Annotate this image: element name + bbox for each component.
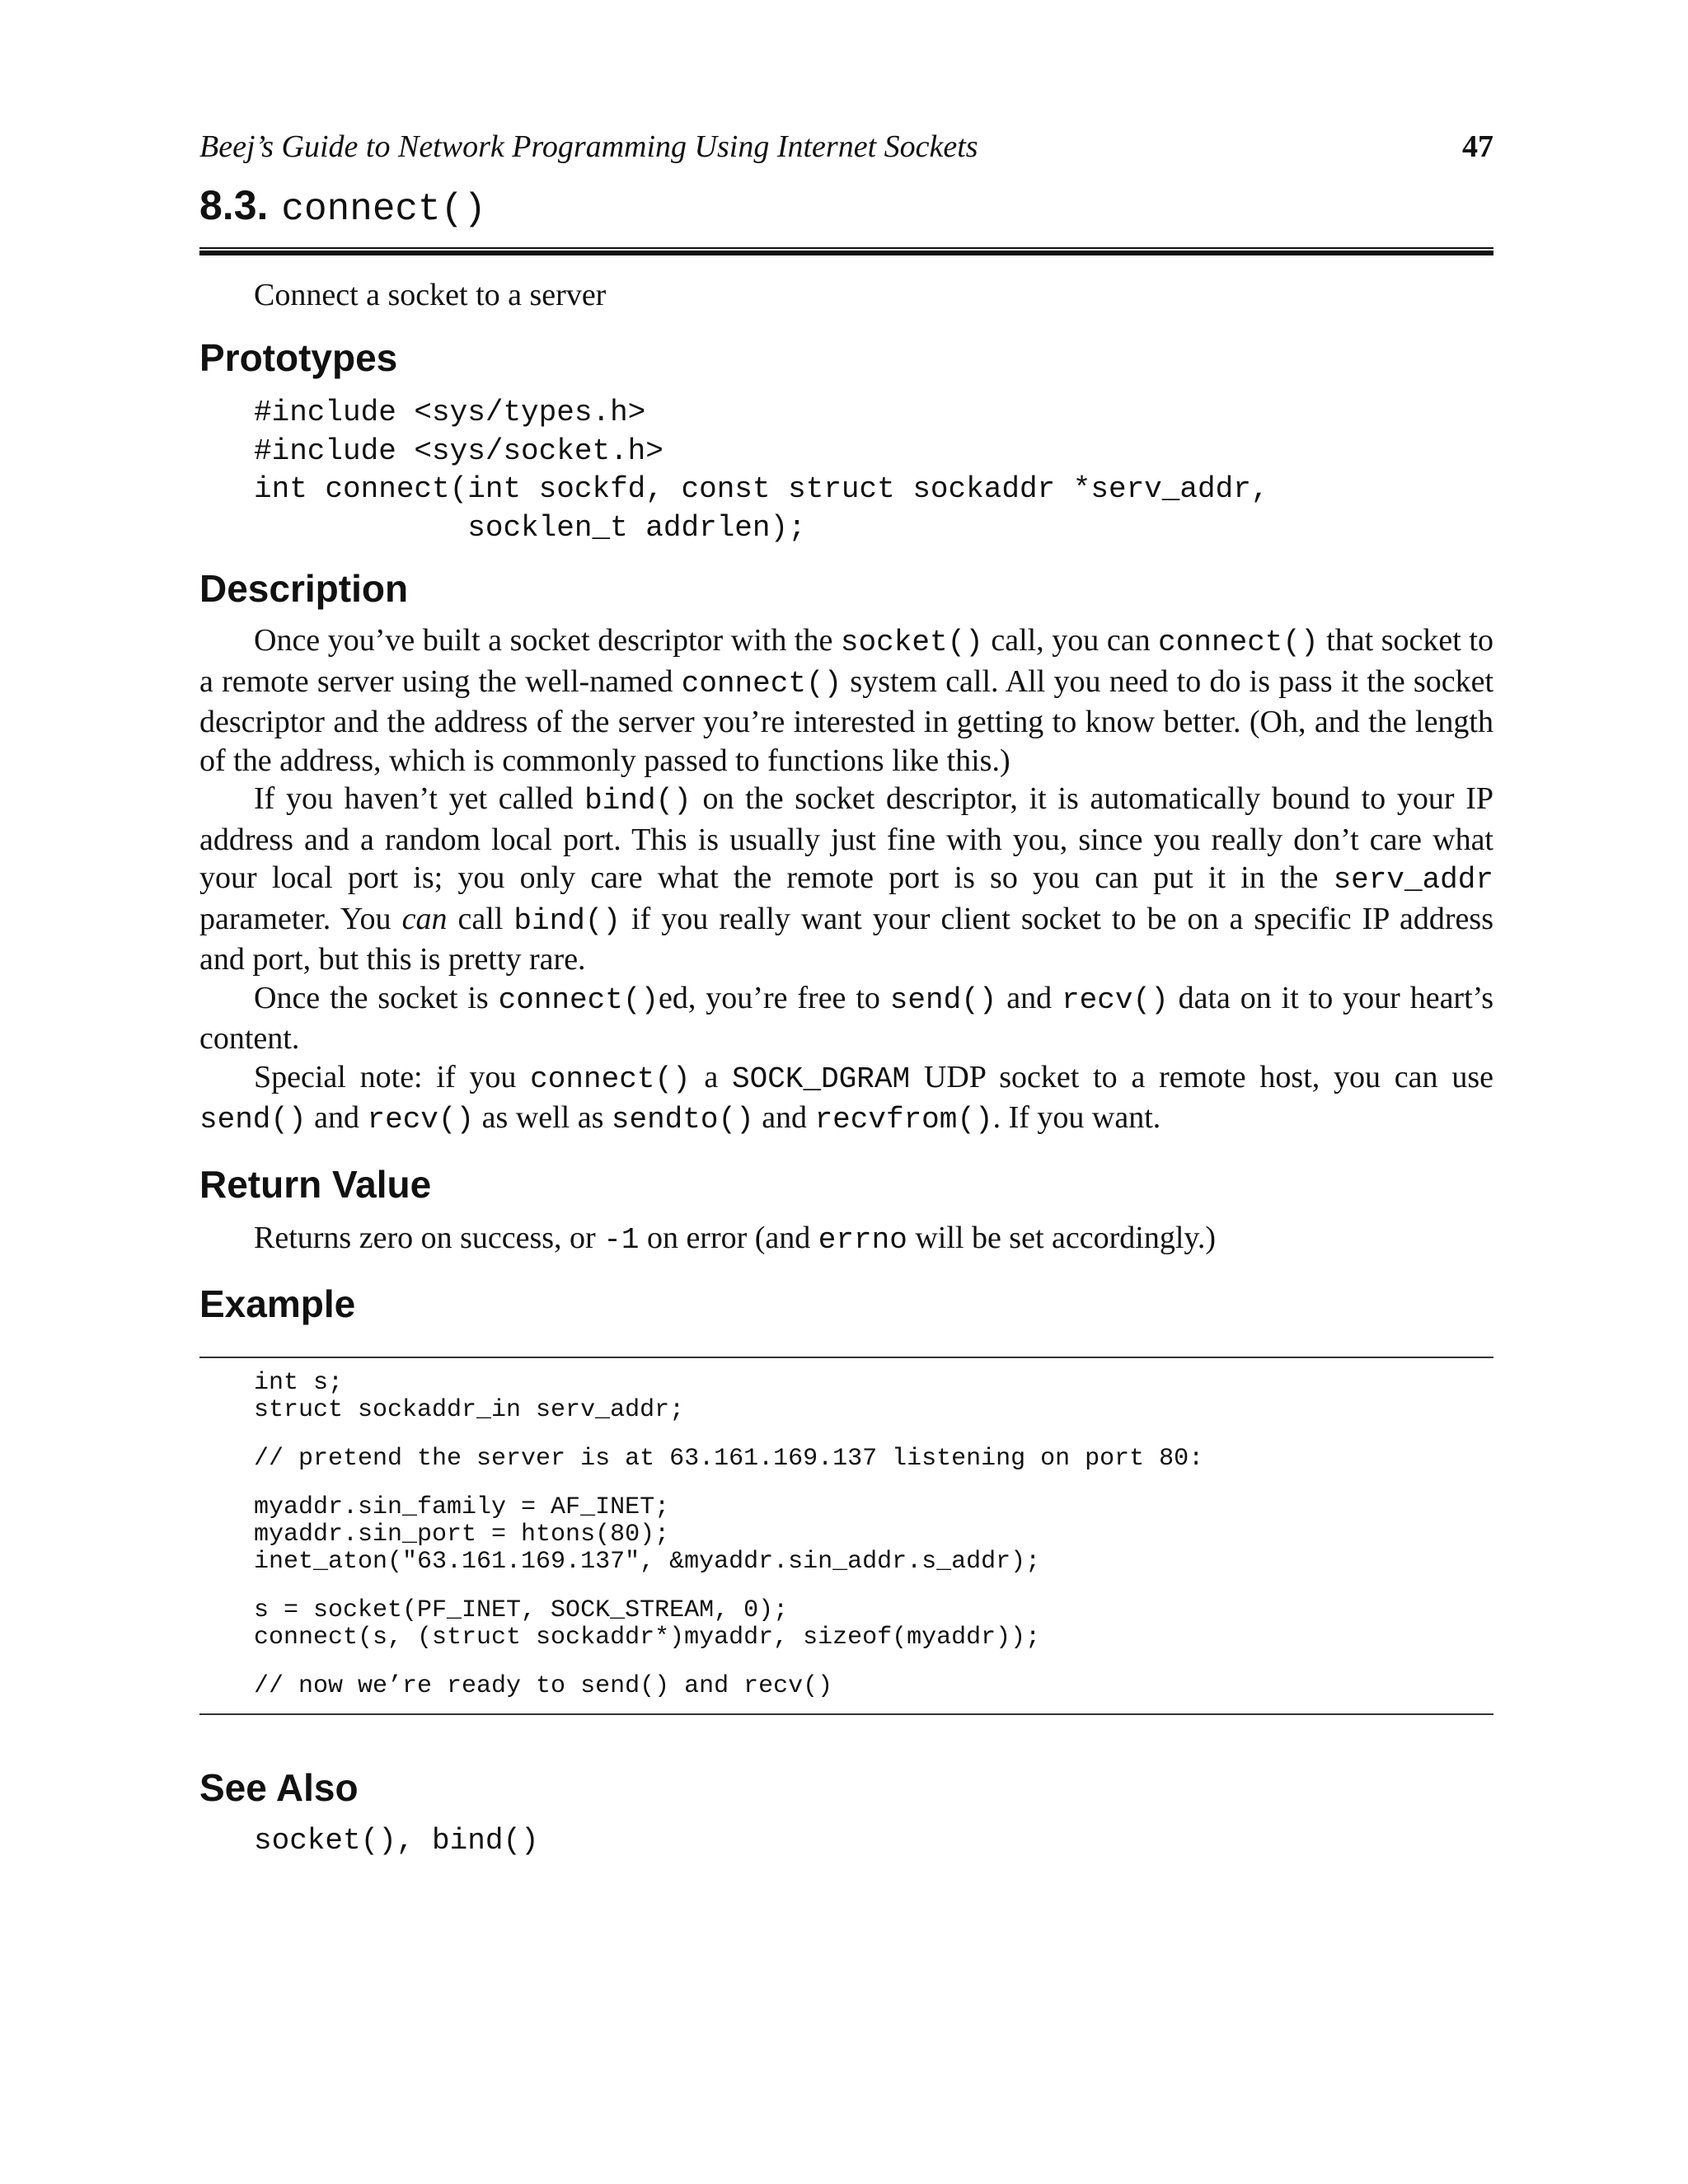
code-line: connect(s, (struct sockaddr*)myaddr, sizeof(myaddr)); — [254, 1624, 1041, 1652]
text: system call. All you need to do is pass it the socket descriptor and the address of the server you’re interested in getting to know better. (Oh, and the length of the address, which is commonly passed to functions like this.) — [199, 663, 1494, 778]
code-errno: errno — [818, 1222, 907, 1257]
proto-line: #include <sys/types.h> — [254, 396, 646, 429]
section-heading — [199, 181, 1493, 237]
example-heading: Example — [199, 1282, 356, 1325]
example-group-5 — [254, 1673, 1493, 1700]
return-value-heading: Return Value — [199, 1162, 432, 1206]
description-paragraph-4 — [199, 1058, 1493, 1140]
see-also-heading: See Also — [199, 1766, 359, 1809]
code-recvfrom: recvfrom() — [814, 1103, 993, 1137]
document-page — [199, 124, 1493, 1858]
text: will be set accordingly.) — [907, 1220, 1217, 1255]
example-group-1 — [254, 1370, 1493, 1424]
code-bind: bind() — [513, 903, 621, 938]
prototypes-code — [254, 394, 1493, 547]
code-serv-addr: serv_addr — [1333, 863, 1493, 897]
text: that socket to a remote server using the well-named — [199, 623, 1493, 699]
text: as well as — [474, 1100, 612, 1135]
page-number: 47 — [1462, 129, 1493, 164]
code-sock-dgram: SOCK_DGRAM — [732, 1062, 911, 1096]
code-line: myaddr.sin_family = AF_INET; — [254, 1493, 670, 1521]
proto-line: socklen_t addrlen); — [254, 510, 806, 545]
code-line: myaddr.sin_port = htons(80); — [254, 1521, 670, 1549]
emphasis: can — [401, 901, 448, 936]
text: call, you can — [982, 623, 1159, 658]
text: UDP socket to a remote host, you can use — [910, 1059, 1493, 1094]
code-sendto: sendto() — [611, 1103, 754, 1137]
text: call — [447, 901, 514, 936]
example-group-4 — [254, 1597, 1493, 1652]
code-socket: socket() — [840, 626, 983, 659]
code-connect: connect() — [530, 1062, 691, 1096]
code-recv: recv() — [367, 1103, 475, 1137]
section-number: 8.3. — [199, 182, 269, 228]
text: If you haven’t yet called — [254, 781, 585, 816]
proto-line: #include <sys/socket.h> — [254, 434, 663, 468]
section-rule — [199, 247, 1493, 255]
text: on error (and — [639, 1220, 818, 1255]
text: Special note: if you — [254, 1059, 531, 1094]
text: data on it to your heart’s content. — [199, 980, 1493, 1056]
code-line: struct sockaddr_in serv_addr; — [254, 1396, 685, 1424]
proto-line: int connect(int sockfd, const struct sockaddr *serv_addr, — [254, 472, 1269, 506]
text: parameter. You — [199, 901, 402, 936]
running-header — [199, 124, 1493, 173]
return-value-paragraph — [199, 1219, 1493, 1260]
text: on the socket descriptor, it is automatically bound to your IP address and a random local port. This is usually just fine with you, since you really don’t care what your local port is; you only care what the remote port is so you can put it in the — [199, 781, 1493, 895]
description-heading: Description — [199, 567, 409, 610]
code-connect: connect() — [681, 666, 842, 701]
code-line: s = socket(PF_INET, SOCK_STREAM, 0); — [254, 1596, 789, 1624]
code-comment: // now we’re ready to send() and recv() — [254, 1672, 833, 1700]
prototypes-heading: Prototypes — [199, 336, 398, 379]
code-recv: recv() — [1062, 982, 1169, 1017]
text: if you really want your client socket to be on a specific IP address and port, but this is pretty rare. — [199, 901, 1493, 977]
example-group-3 — [254, 1494, 1493, 1576]
code-minus-one: -1 — [603, 1222, 640, 1257]
text: and — [306, 1100, 368, 1135]
code-line: int s; — [254, 1369, 344, 1397]
text: Once you’ve built a socket descriptor with the — [254, 623, 841, 658]
code-comment: // pretend the server is at 63.161.169.137 listening on port 80: — [254, 1445, 1204, 1473]
text: Returns zero on success, or — [254, 1220, 604, 1255]
section-summary: Connect a socket to a server — [254, 278, 607, 312]
text: . If you want. — [992, 1100, 1161, 1135]
code-send: send() — [889, 982, 997, 1017]
text: a — [690, 1059, 733, 1094]
code-line: inet_aton("63.161.169.137", &myaddr.sin_addr.s_addr); — [254, 1548, 1041, 1576]
text: Once the socket is — [254, 980, 499, 1015]
description-body — [199, 621, 1493, 1140]
code-connect: connect() — [498, 982, 659, 1017]
running-title: Beej’s Guide to Network Programming Using Internet Sockets — [199, 129, 978, 164]
code-connect: connect() — [1158, 626, 1319, 659]
example-group-2 — [254, 1446, 1493, 1473]
description-paragraph-3 — [199, 979, 1493, 1058]
description-paragraph-2 — [199, 780, 1493, 979]
text: and — [753, 1100, 815, 1135]
see-also-links: socket(), bind() — [254, 1824, 539, 1858]
code-bind: bind() — [584, 784, 692, 818]
code-send: send() — [199, 1103, 307, 1137]
section-function-name: connect() — [281, 188, 486, 231]
text: ed, you’re free to — [659, 980, 890, 1015]
text: and — [996, 980, 1062, 1015]
return-value-body — [199, 1219, 1493, 1260]
description-paragraph-1 — [199, 621, 1493, 780]
example-code-block — [199, 1357, 1493, 1715]
